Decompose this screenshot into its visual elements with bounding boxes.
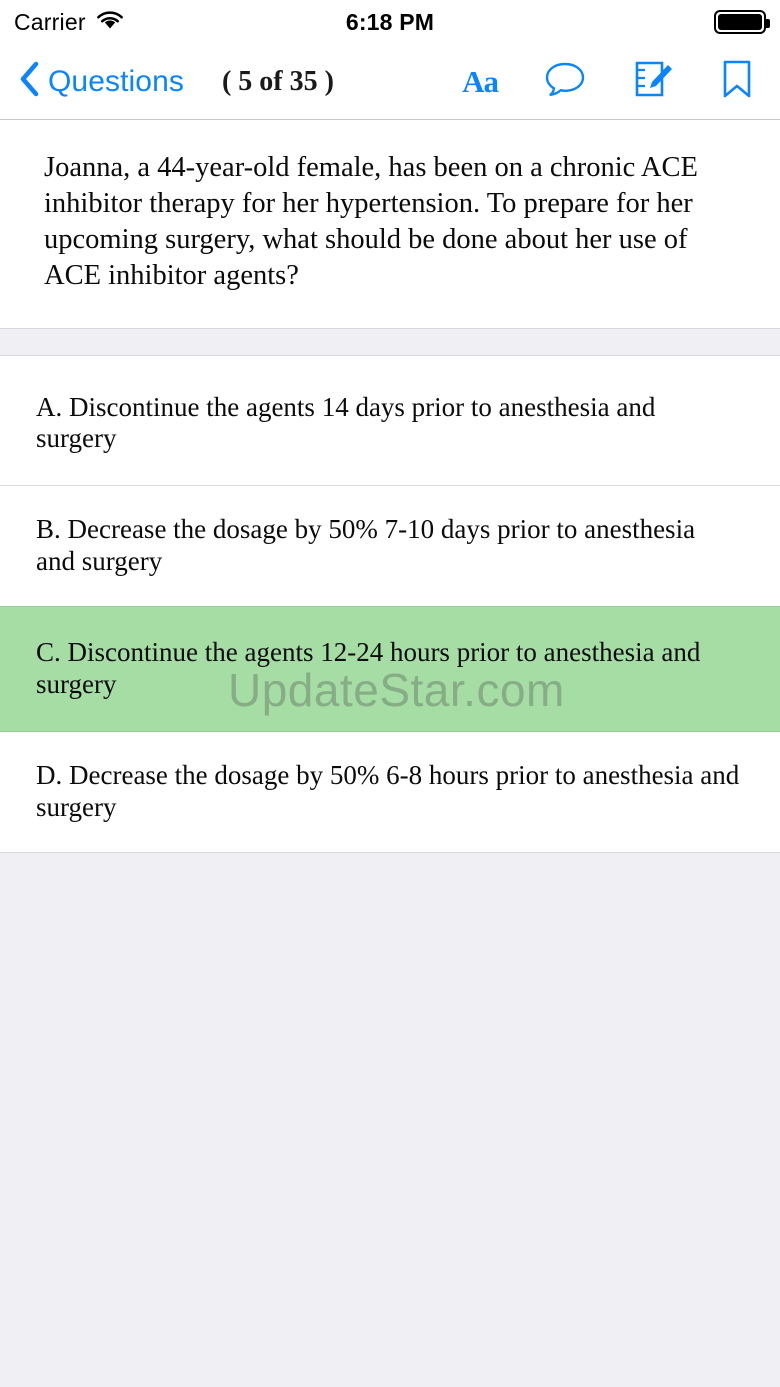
font-size-button[interactable] bbox=[462, 64, 498, 100]
content-area bbox=[0, 120, 780, 1387]
navigation-bar bbox=[0, 44, 780, 120]
comment-button[interactable] bbox=[544, 60, 586, 103]
option-d[interactable] bbox=[0, 732, 780, 852]
chevron-left-icon bbox=[18, 60, 40, 103]
option-a[interactable] bbox=[0, 356, 780, 486]
status-time: 6:18 PM bbox=[345, 8, 435, 35]
back-button[interactable] bbox=[18, 60, 184, 103]
section-gap bbox=[0, 329, 780, 355]
note-button[interactable] bbox=[632, 59, 674, 104]
option-c-text: C. Discontinue the agents 12-24 hours prior to anesthesia and surgery bbox=[36, 637, 701, 699]
aa-icon: Aa bbox=[462, 63, 498, 99]
status-bar bbox=[0, 0, 780, 44]
nav-tool-group bbox=[462, 58, 764, 105]
option-a-text: A. Discontinue the agents 14 days prior to anesthesia and surgery bbox=[36, 391, 656, 454]
back-button-label: Questions bbox=[48, 64, 184, 98]
status-right-group bbox=[714, 10, 766, 34]
bookmark-button[interactable] bbox=[720, 58, 754, 105]
watermark-text: UpdateStar.com bbox=[228, 664, 565, 717]
empty-space bbox=[0, 853, 780, 1387]
option-c[interactable] bbox=[0, 606, 780, 732]
option-b[interactable] bbox=[0, 485, 780, 606]
comment-icon bbox=[544, 60, 586, 103]
bookmark-icon bbox=[720, 58, 754, 105]
battery-full-icon bbox=[714, 10, 766, 34]
option-d-text: D. Decrease the dosage by 50% 6-8 hours prior to anesthesia and surgery bbox=[36, 759, 740, 822]
option-b-text: B. Decrease the dosage by 50% 7-10 days prior to anesthesia and surgery bbox=[36, 514, 696, 577]
options-list bbox=[0, 355, 780, 853]
carrier-label: Carrier bbox=[14, 8, 86, 35]
note-edit-icon bbox=[632, 59, 674, 104]
question-text: Joanna, a 44-year-old female, has been on a chronic ACE inhibitor therapy for her hypertension. To prepare for her upcoming surgery, what should be done about her use of ACE inhibitor agents? bbox=[44, 152, 698, 291]
question-card bbox=[0, 120, 780, 329]
battery-fill bbox=[718, 14, 762, 30]
question-counter: ( 5 of 35 ) bbox=[221, 65, 334, 97]
